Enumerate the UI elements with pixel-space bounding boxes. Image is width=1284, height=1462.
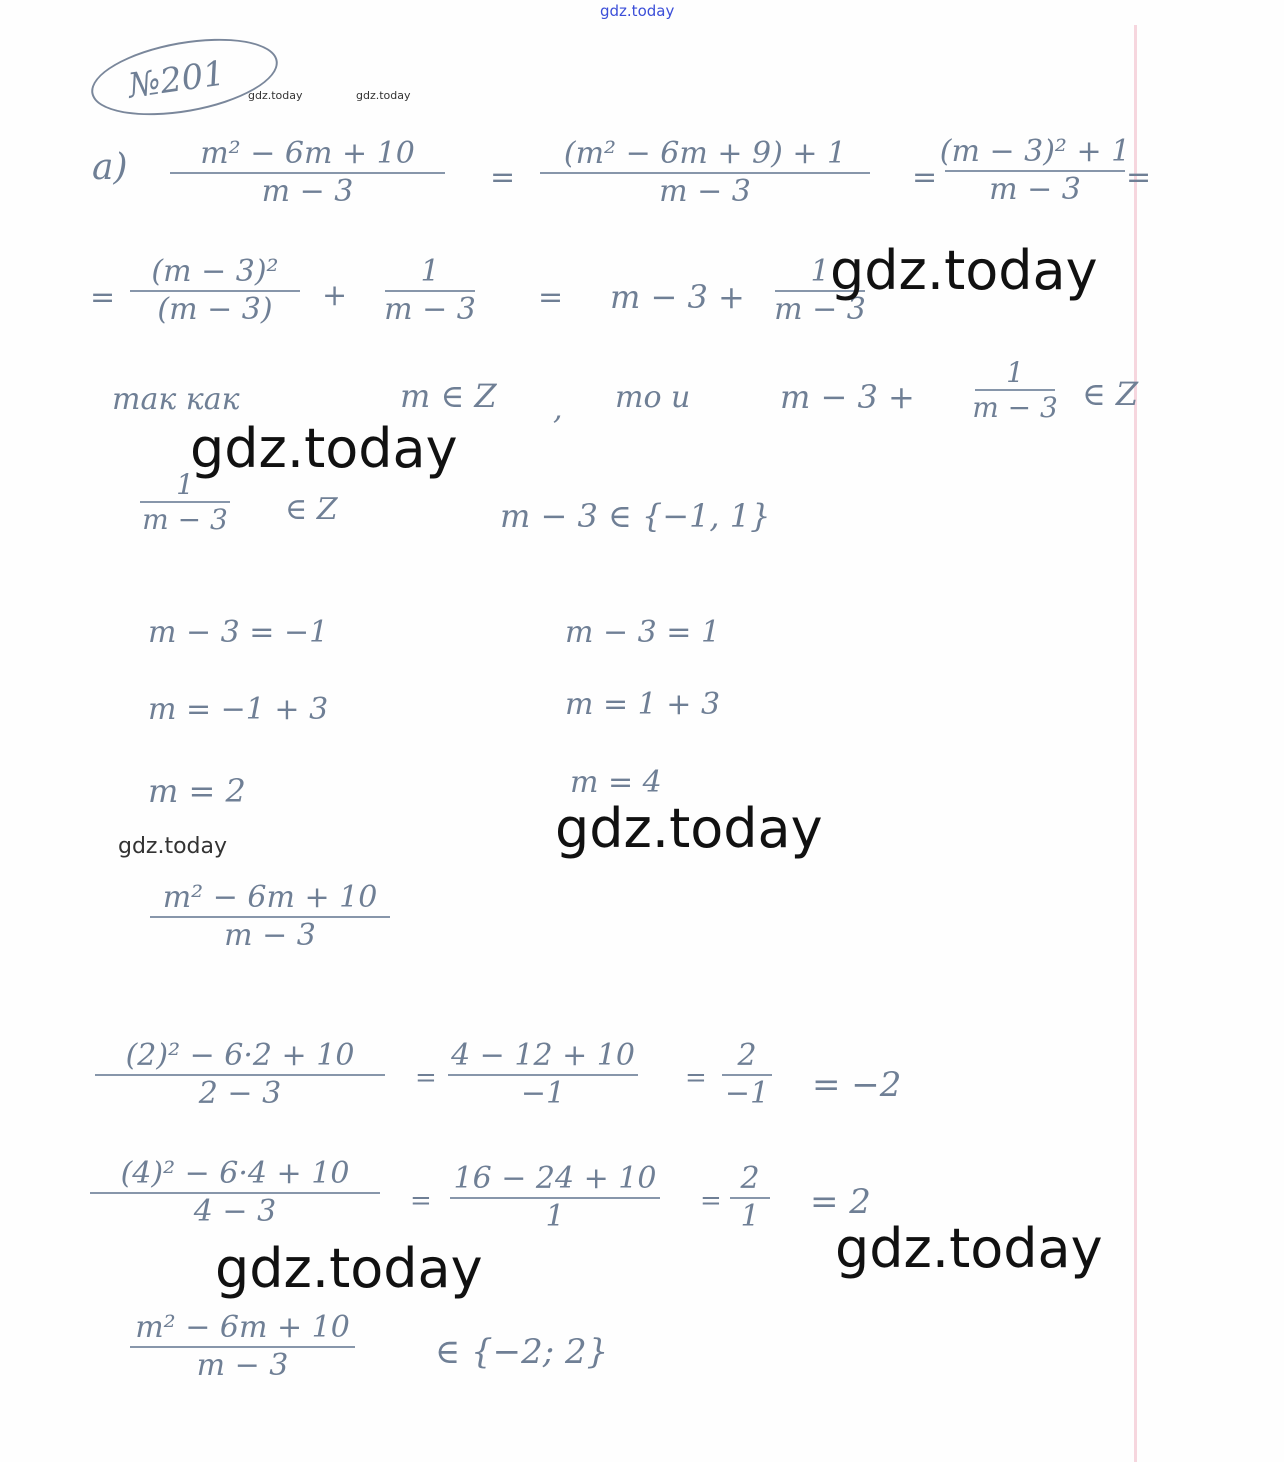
calc4-fraction-3 [730,1163,770,1232]
step2-equals-1: = [538,280,564,315]
condition-frac-numerator: 1 [176,468,194,501]
case-right-line-1: m − 3 = 1 [565,615,721,650]
calc4-result: = 2 [810,1182,871,1222]
calc2-f3-denominator: −1 [724,1075,770,1111]
step2-plus: + [322,278,348,313]
calc2-fraction-2 [448,1040,638,1109]
problem-number: №201 [125,53,228,107]
step2-f3-numerator: 1 [810,254,830,289]
condition-set: m − 3 ∈ {−1, 1} [500,497,771,535]
calc2-f2-numerator: 4 − 12 + 10 [451,1038,635,1073]
step1-fraction-3 [939,134,1131,207]
calc2-fraction-1 [95,1040,385,1109]
watermark-small-2: gdz.today [356,89,411,102]
calc4-f2-numerator: 16 − 24 + 10 [453,1161,657,1196]
calc2-equals-2: = [685,1063,707,1093]
step1-f2-numerator: (m² − 6m + 9) + 1 [563,136,847,171]
watermark-big-4: gdz.today [215,1237,483,1300]
calc4-f3-denominator: 1 [740,1198,760,1234]
watermark-small-3: gdz.today [118,834,228,859]
calc2-equals-1: = [415,1063,437,1093]
part-label: а) [92,147,128,188]
step2-f3-denominator: m − 3 [774,291,866,327]
step2-f1-numerator: (m − 3)² [151,254,279,289]
step2-f1-denominator: (m − 3) [157,291,273,327]
calc4-equals-1: = [410,1186,432,1216]
case-left-line-1: m − 3 = −1 [148,615,329,650]
answer-set: ∈ {−2; 2} [435,1332,609,1372]
reasoning-frac-numerator: 1 [1006,356,1024,389]
condition-fraction [140,470,230,535]
step1-fraction-2 [540,138,870,207]
calc4-f1-denominator: 4 − 3 [193,1193,277,1229]
step1-f1-numerator: m² − 6m + 10 [200,136,415,171]
reasoning-frac-denominator: m − 3 [972,391,1058,425]
margin-line [1134,25,1137,1462]
step1-equals-1: = [490,160,516,195]
case-right-line-3: m = 4 [570,765,662,800]
expression-denominator: m − 3 [224,917,316,953]
calc4-f2-denominator: 1 [545,1198,565,1234]
calc4-fraction-2 [450,1163,660,1232]
watermark-big-5: gdz.today [835,1217,1103,1280]
calc4-fraction-1 [90,1158,380,1227]
answer-fraction [130,1312,355,1381]
watermark-big-1: gdz.today [830,239,1098,302]
step2-f2-numerator: 1 [420,254,440,289]
case-right-line-2: m = 1 + 3 [565,687,721,722]
step2-fraction-1 [130,256,300,325]
calc2-f1-numerator: (2)² − 6·2 + 10 [125,1038,355,1073]
calc2-f3-numerator: 2 [737,1038,757,1073]
step1-f3-numerator: (m − 3)² + 1 [939,134,1131,169]
calc4-equals-2: = [700,1186,722,1216]
expression-fraction [150,882,390,951]
reasoning-text-1: так как [112,382,240,417]
step1-equals-3: = [1126,160,1152,195]
reasoning-fraction [972,356,1058,425]
watermark-top: gdz.today [600,2,675,20]
calc2-result: = −2 [812,1065,902,1105]
watermark-big-2: gdz.today [190,417,458,480]
calc2-f2-denominator: −1 [520,1075,566,1111]
case-left-line-2: m = −1 + 3 [148,692,329,727]
step1-equals-2: = [912,160,938,195]
condition-in-z: ∈ Z [285,492,338,527]
expression-numerator: m² − 6m + 10 [162,880,378,915]
reasoning-text-4: m − 3 + [780,378,915,416]
step1-f3-denominator: m − 3 [989,171,1081,207]
calc4-f1-numerator: (4)² − 6·4 + 10 [120,1156,350,1191]
watermark-big-3: gdz.today [555,797,823,860]
condition-frac-denominator: m − 3 [142,503,228,537]
step1-fraction-1 [170,138,445,207]
answer-denominator: m − 3 [196,1347,289,1383]
case-left-line-3: m = 2 [148,772,246,810]
step1-f2-denominator: m − 3 [659,173,751,209]
reasoning-in-z: ∈ Z [1082,375,1139,413]
reasoning-text-3: то и [615,380,691,415]
reasoning-text-2: m ∈ Z [400,377,497,415]
step1-f1-denominator: m − 3 [261,173,354,209]
calc2-fraction-3 [722,1040,772,1109]
calc4-f3-numerator: 2 [740,1161,760,1196]
step2-fraction-2 [385,256,475,325]
step2-equals-0: = [90,280,116,315]
answer-numerator: m² − 6m + 10 [135,1310,350,1345]
step2-expression: m − 3 + [610,278,745,316]
calc2-f1-denominator: 2 − 3 [198,1075,282,1111]
reasoning-comma: , [553,392,563,427]
step2-f2-denominator: m − 3 [384,291,476,327]
watermark-small-1: gdz.today [248,89,303,102]
